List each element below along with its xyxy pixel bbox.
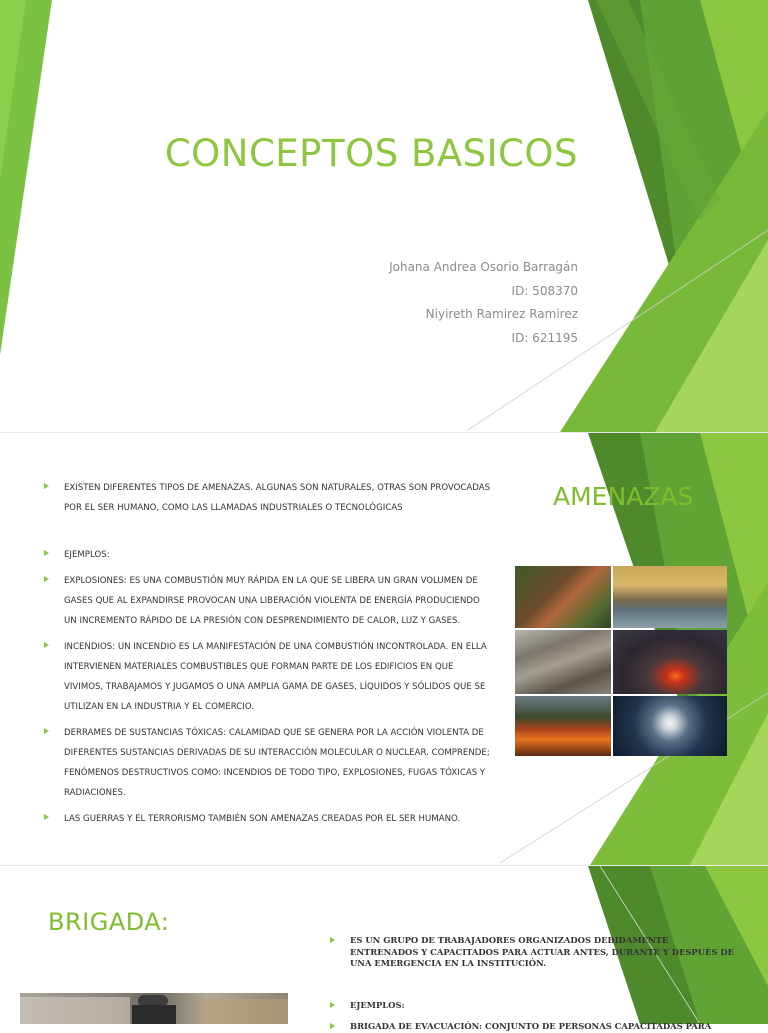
bullet-arrow-icon bbox=[44, 550, 49, 556]
bullet-item: BRIGADA DE EVACUACIÓN: CONJUNTO DE PERSONAS CAPACITADAS PARA bbox=[330, 1021, 735, 1033]
bullet-item: EJEMPLOS: bbox=[330, 1000, 735, 1012]
slide-title: BRIGADA: bbox=[48, 908, 170, 936]
brigade-photo bbox=[20, 993, 288, 1024]
green-decoration-right bbox=[0, 0, 768, 432]
flood-image bbox=[613, 566, 727, 628]
bullet-arrow-icon bbox=[44, 814, 49, 820]
bullet-arrow-icon bbox=[330, 937, 335, 943]
bullet-arrow-icon bbox=[44, 576, 49, 582]
author-name: Johana Andrea Osorio Barragán bbox=[389, 260, 578, 274]
slide-title: CONCEPTOS BASICOS bbox=[164, 132, 578, 175]
bullet-arrow-icon bbox=[44, 642, 49, 648]
author-id: ID: 508370 bbox=[511, 283, 578, 298]
landslide-image bbox=[515, 566, 611, 628]
slide-conceptos-basicos bbox=[0, 0, 768, 432]
bullet-list bbox=[330, 935, 735, 1033]
bullet-arrow-icon bbox=[330, 1002, 335, 1008]
bullet-item: LAS GUERRAS Y EL TERRORISMO TAMBIÉN SON AMENAZAS CREADAS POR EL SER HUMANO. bbox=[44, 809, 494, 829]
author-name: Niyireth Ramirez Ramirez bbox=[425, 307, 578, 321]
bullet-item: DERRAMES DE SUSTANCIAS TÓXICAS: CALAMIDAD QUE SE GENERA POR LA ACCIÓN VIOLENTA DE DIFERENTES SUSTANCIAS DERIVADAS DE SU INTERACCIÓN MOLECULAR O NUCLEAR. COMPRENDE; FENÓMENOS DESTRUCTIVOS COMO: INCENDIOS DE TODO TIPO, EXPLOSIONES, FUGAS TÓXICAS Y RADIACIONES. bbox=[44, 723, 494, 803]
bullet-item: EXISTEN DIFERENTES TIPOS DE AMENAZAS. ALGUNAS SON NATURALES, OTRAS SON PROVOCADAS POR EL SER HUMANO, COMO LAS LLAMADAS INDUSTRIALES O TECNOLÓGICAS bbox=[44, 478, 494, 518]
earthquake-image bbox=[515, 630, 611, 694]
bullet-arrow-icon bbox=[44, 728, 49, 734]
bullet-item: INCENDIOS: UN INCENDIO ES LA MANIFESTACIÓN DE UNA COMBUSTIÓN INCONTROLADA. EN ELLA INTERVIENEN MATERIALES COMBUSTIBLES QUE FORMAN PARTE DE LOS EDIFICIOS EN QUE VIVIMOS, TRABAJAMOS Y JUGAMOS O UNA AMPLIA GAMA DE GASES, LÍQUIDOS Y SÓLIDOS QUE SE UTILIZAN EN LA INDUSTRIA Y EL COMERCIO. bbox=[44, 637, 494, 717]
author-list bbox=[389, 256, 578, 350]
hurricane-image bbox=[613, 696, 727, 756]
bullet-item: EXPLOSIONES: ES UNA COMBUSTIÓN MUY RÁPIDA EN LA QUE SE LIBERA UN GRAN VOLUMEN DE GASES QUE AL EXPANDIRSE PROVOCAN UNA LIBERACIÓN VIOLENTA DE ENERGÍA PRODUCIENDO UN INCREMENTO RÁPIDO DE LA PRESIÓN CON DESPRENDIMIENTO DE CALOR, LUZ Y GASES. bbox=[44, 571, 494, 631]
volcano-image bbox=[613, 630, 727, 694]
author-id: ID: 621195 bbox=[511, 330, 578, 345]
bullet-arrow-icon bbox=[44, 483, 49, 489]
wildfire-image bbox=[515, 696, 611, 756]
bullet-item: ES UN GRUPO DE TRABAJADORES ORGANIZADOS DEBIDAMENTE ENTRENADOS Y CAPACITADOS PARA ACTUAR ANTES, DURANTE Y DESPUÉS DE UNA EMERGENCIA EN LA INSTITUCIÓN. bbox=[330, 935, 735, 970]
slide-title: AMENAZAS bbox=[553, 482, 694, 511]
disaster-collage bbox=[515, 566, 727, 756]
bullet-list bbox=[44, 478, 494, 829]
brigade-photo-art bbox=[20, 993, 288, 1024]
bullet-item: EJEMPLOS: bbox=[44, 545, 494, 565]
